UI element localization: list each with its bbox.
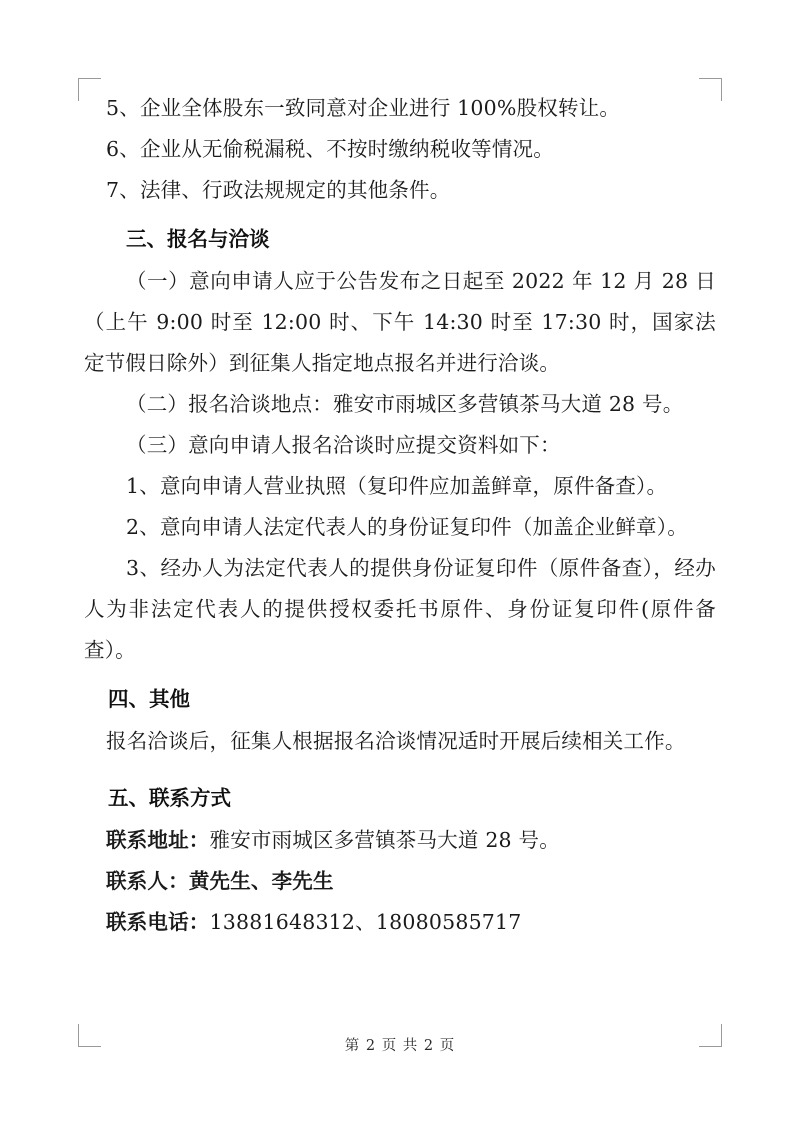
section-four-paragraph-1: 报名洽谈后，征集人根据报名洽谈情况适时开展后续相关工作。: [106, 729, 686, 753]
section-three-paragraph-1: （一）意向申请人应于公告发布之日起至 2022 年 12 月 28 日（上午 9:00 时至 12:00 时、下午 14:30 时至 17:30 时，国家法定节假日除外）到征集人指定地点报名并进行洽谈。: [84, 269, 716, 375]
condition-item-6: 6、企业从无偷税漏税、不按时缴纳税收等情况。: [106, 137, 554, 161]
contact-address: [84, 820, 716, 861]
page-footer: 第 2 页 共 2 页: [344, 1038, 456, 1054]
spacer: [84, 762, 716, 776]
condition-item-5: 5、企业全体股东一致同意对企业进行 100%股权转让。: [106, 96, 621, 120]
section-three-paragraph-2: （二）报名洽谈地点：雅安市雨城区多营镇茶马大道 28 号。: [126, 392, 684, 416]
contact-address-label: 联系地址：: [106, 828, 210, 852]
section-three-material-1: 1、意向申请人营业执照（复印件应加盖鲜章，原件备查）。: [126, 474, 668, 498]
section-three-paragraph-3: （三）意向申请人报名洽谈时应提交资料如下：: [126, 433, 561, 457]
section-three-material-2: 2、意向申请人法定代表人的身份证复印件（加盖企业鲜章）。: [126, 515, 688, 539]
contact-phone: [84, 902, 716, 943]
contact-phone-value: 13881648312、18080585717: [209, 910, 522, 934]
condition-item-7: 7、法律、行政法规规定的其他条件。: [106, 178, 451, 202]
contact-phone-label: 联系电话：: [106, 910, 210, 934]
contact-person-label: 联系人：: [106, 869, 189, 893]
section-heading-five: 五、联系方式: [108, 786, 231, 810]
document-body: [84, 88, 716, 943]
section-heading-three: 三、报名与洽谈: [126, 227, 270, 251]
contact-person: [84, 861, 716, 902]
contact-person-value: 黄先生、李先生: [188, 869, 334, 893]
contact-address-value: 雅安市雨城区多营镇茶马大道 28 号。: [209, 828, 560, 852]
section-heading-four: 四、其他: [108, 687, 190, 711]
section-three-material-3: 3、经办人为法定代表人的提供身份证复印件（原件备查），经办人为非法定代表人的提供授权委托书原件、身份证复印件(原件备查）。: [84, 556, 716, 662]
